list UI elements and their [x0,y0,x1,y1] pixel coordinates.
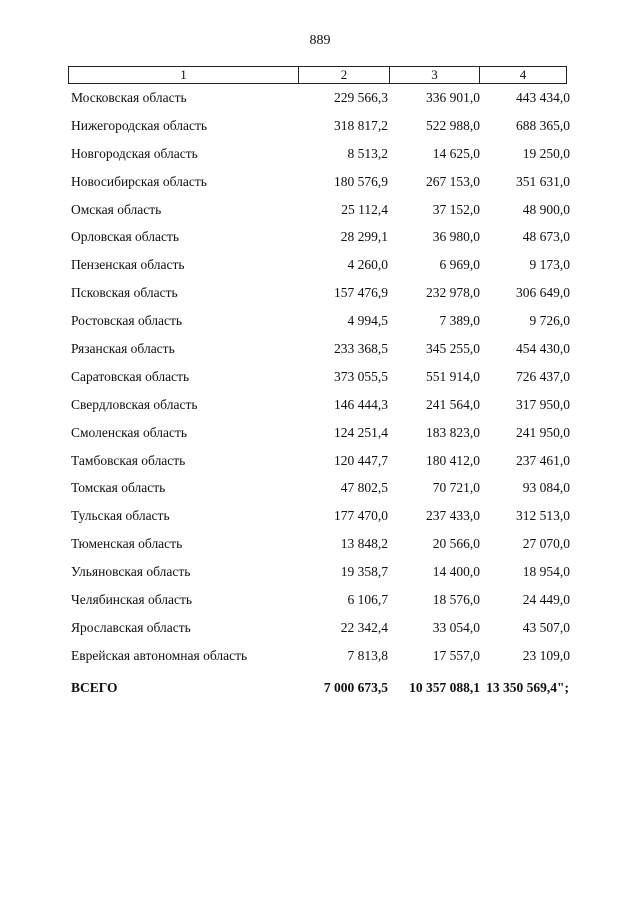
total-col-4: 13 350 569,4"; [486,680,569,695]
value-col-3: 345 255,0 [426,341,480,357]
table-row [0,419,640,447]
value-col-4: 351 631,0 [516,173,570,189]
value-col-2: 157 476,9 [334,285,388,301]
table-row [0,363,640,391]
value-col-3: 267 153,0 [426,173,480,189]
region-name: Тульская область [71,508,170,524]
total-label: ВСЕГО [71,680,118,695]
table-row [0,558,640,586]
table-row [0,307,640,335]
table-row [0,447,640,475]
table-body [0,84,640,670]
value-col-4: 48 673,0 [522,229,570,245]
region-name: Тамбовская область [71,452,186,468]
column-header-2: 2 [298,67,389,83]
region-name: Ростовская область [71,313,182,329]
value-col-2: 4 994,5 [347,313,388,329]
value-col-3: 180 412,0 [426,452,480,468]
region-name: Томская область [71,480,166,496]
value-col-2: 25 112,4 [341,201,388,217]
value-col-2: 233 368,5 [334,341,388,357]
value-col-3: 7 389,0 [439,313,480,329]
value-col-3: 20 566,0 [432,536,480,552]
value-col-3: 14 400,0 [432,564,480,580]
table-row [0,335,640,363]
value-col-3: 232 978,0 [426,285,480,301]
table-row [0,223,640,251]
table-row [0,251,640,279]
value-col-4: 19 250,0 [522,145,570,161]
table-row [0,391,640,419]
table-row [0,84,640,112]
region-name: Нижегородская область [71,117,208,133]
table-row [0,586,640,614]
value-col-3: 6 969,0 [439,257,480,273]
value-col-4: 18 954,0 [522,564,570,580]
value-col-2: 4 260,0 [347,257,388,273]
value-col-2: 180 576,9 [334,173,388,189]
table-header-row [68,66,567,84]
region-name: Смоленская область [71,424,188,440]
region-name: Челябинская область [71,592,193,608]
value-col-4: 306 649,0 [516,285,570,301]
value-col-3: 14 625,0 [432,145,480,161]
value-col-4: 9 726,0 [529,313,570,329]
value-col-3: 37 152,0 [432,201,480,217]
region-name: Омская область [71,201,162,217]
table-row [0,279,640,307]
value-col-3: 17 557,0 [432,647,480,663]
value-col-4: 312 513,0 [516,508,570,524]
value-col-4: 43 507,0 [522,619,570,635]
value-col-4: 93 084,0 [522,480,570,496]
table-row [0,168,640,196]
table-row [0,642,640,670]
value-col-3: 36 980,0 [432,229,480,245]
value-col-2: 373 055,5 [334,368,388,384]
value-col-4: 27 070,0 [522,536,570,552]
region-name: Ярославская область [71,619,191,635]
value-col-2: 146 444,3 [334,396,388,412]
region-name: Еврейская автономная область [71,647,248,663]
value-col-3: 241 564,0 [426,396,480,412]
value-col-2: 318 817,2 [334,117,388,133]
value-col-2: 7 813,8 [347,647,388,663]
value-col-4: 726 437,0 [516,368,570,384]
value-col-3: 336 901,0 [426,90,480,105]
value-col-2: 47 802,5 [340,480,388,496]
region-name: Орловская область [71,229,180,245]
value-col-3: 33 054,0 [432,619,480,635]
value-col-3: 18 576,0 [432,592,480,608]
total-col-3: 10 357 088,1 [409,680,480,695]
region-name: Свердловская область [71,396,198,412]
value-col-4: 241 950,0 [516,424,570,440]
table-row [0,614,640,642]
region-name: Ульяновская область [71,564,191,580]
region-name: Тюменская область [71,536,183,552]
table-row [0,112,640,140]
value-col-4: 317 950,0 [516,396,570,412]
value-col-2: 177 470,0 [334,508,388,524]
value-col-4: 48 900,0 [522,201,570,217]
value-col-4: 237 461,0 [516,452,570,468]
value-col-4: 24 449,0 [522,592,570,608]
value-col-3: 70 721,0 [432,480,480,496]
value-col-3: 183 823,0 [426,424,480,440]
value-col-4: 23 109,0 [522,647,570,663]
region-name: Пензенская область [71,257,185,273]
value-col-2: 124 251,4 [334,424,388,440]
table-row [0,502,640,530]
value-col-2: 22 342,4 [340,619,388,635]
value-col-3: 551 914,0 [426,368,480,384]
page-number: 889 [309,33,331,48]
value-col-4: 443 434,0 [516,90,570,105]
region-name: Псковская область [71,285,178,301]
column-header-3: 3 [389,67,479,83]
value-col-2: 120 447,7 [334,452,388,468]
region-name: Саратовская область [71,368,190,384]
table-row [0,474,640,502]
column-header-4: 4 [479,67,566,83]
column-header-1: 1 [180,67,187,82]
table-row [0,530,640,558]
region-name: Новосибирская область [71,173,207,189]
table-row [0,196,640,224]
value-col-2: 13 848,2 [340,536,388,552]
value-col-2: 229 566,3 [334,90,388,105]
value-col-4: 9 173,0 [529,257,570,273]
region-name: Рязанская область [71,341,175,357]
value-col-2: 6 106,7 [347,592,388,608]
table-row [0,140,640,168]
total-row [0,678,640,700]
value-col-3: 237 433,0 [426,508,480,524]
value-col-2: 28 299,1 [340,229,388,245]
total-col-2: 7 000 673,5 [323,680,388,695]
value-col-3: 522 988,0 [426,117,480,133]
region-name: Новгородская область [71,145,198,161]
value-col-2: 19 358,7 [340,564,388,580]
value-col-4: 454 430,0 [516,341,570,357]
value-col-4: 688 365,0 [516,117,570,133]
region-name: Московская область [71,90,187,105]
value-col-2: 8 513,2 [347,145,388,161]
